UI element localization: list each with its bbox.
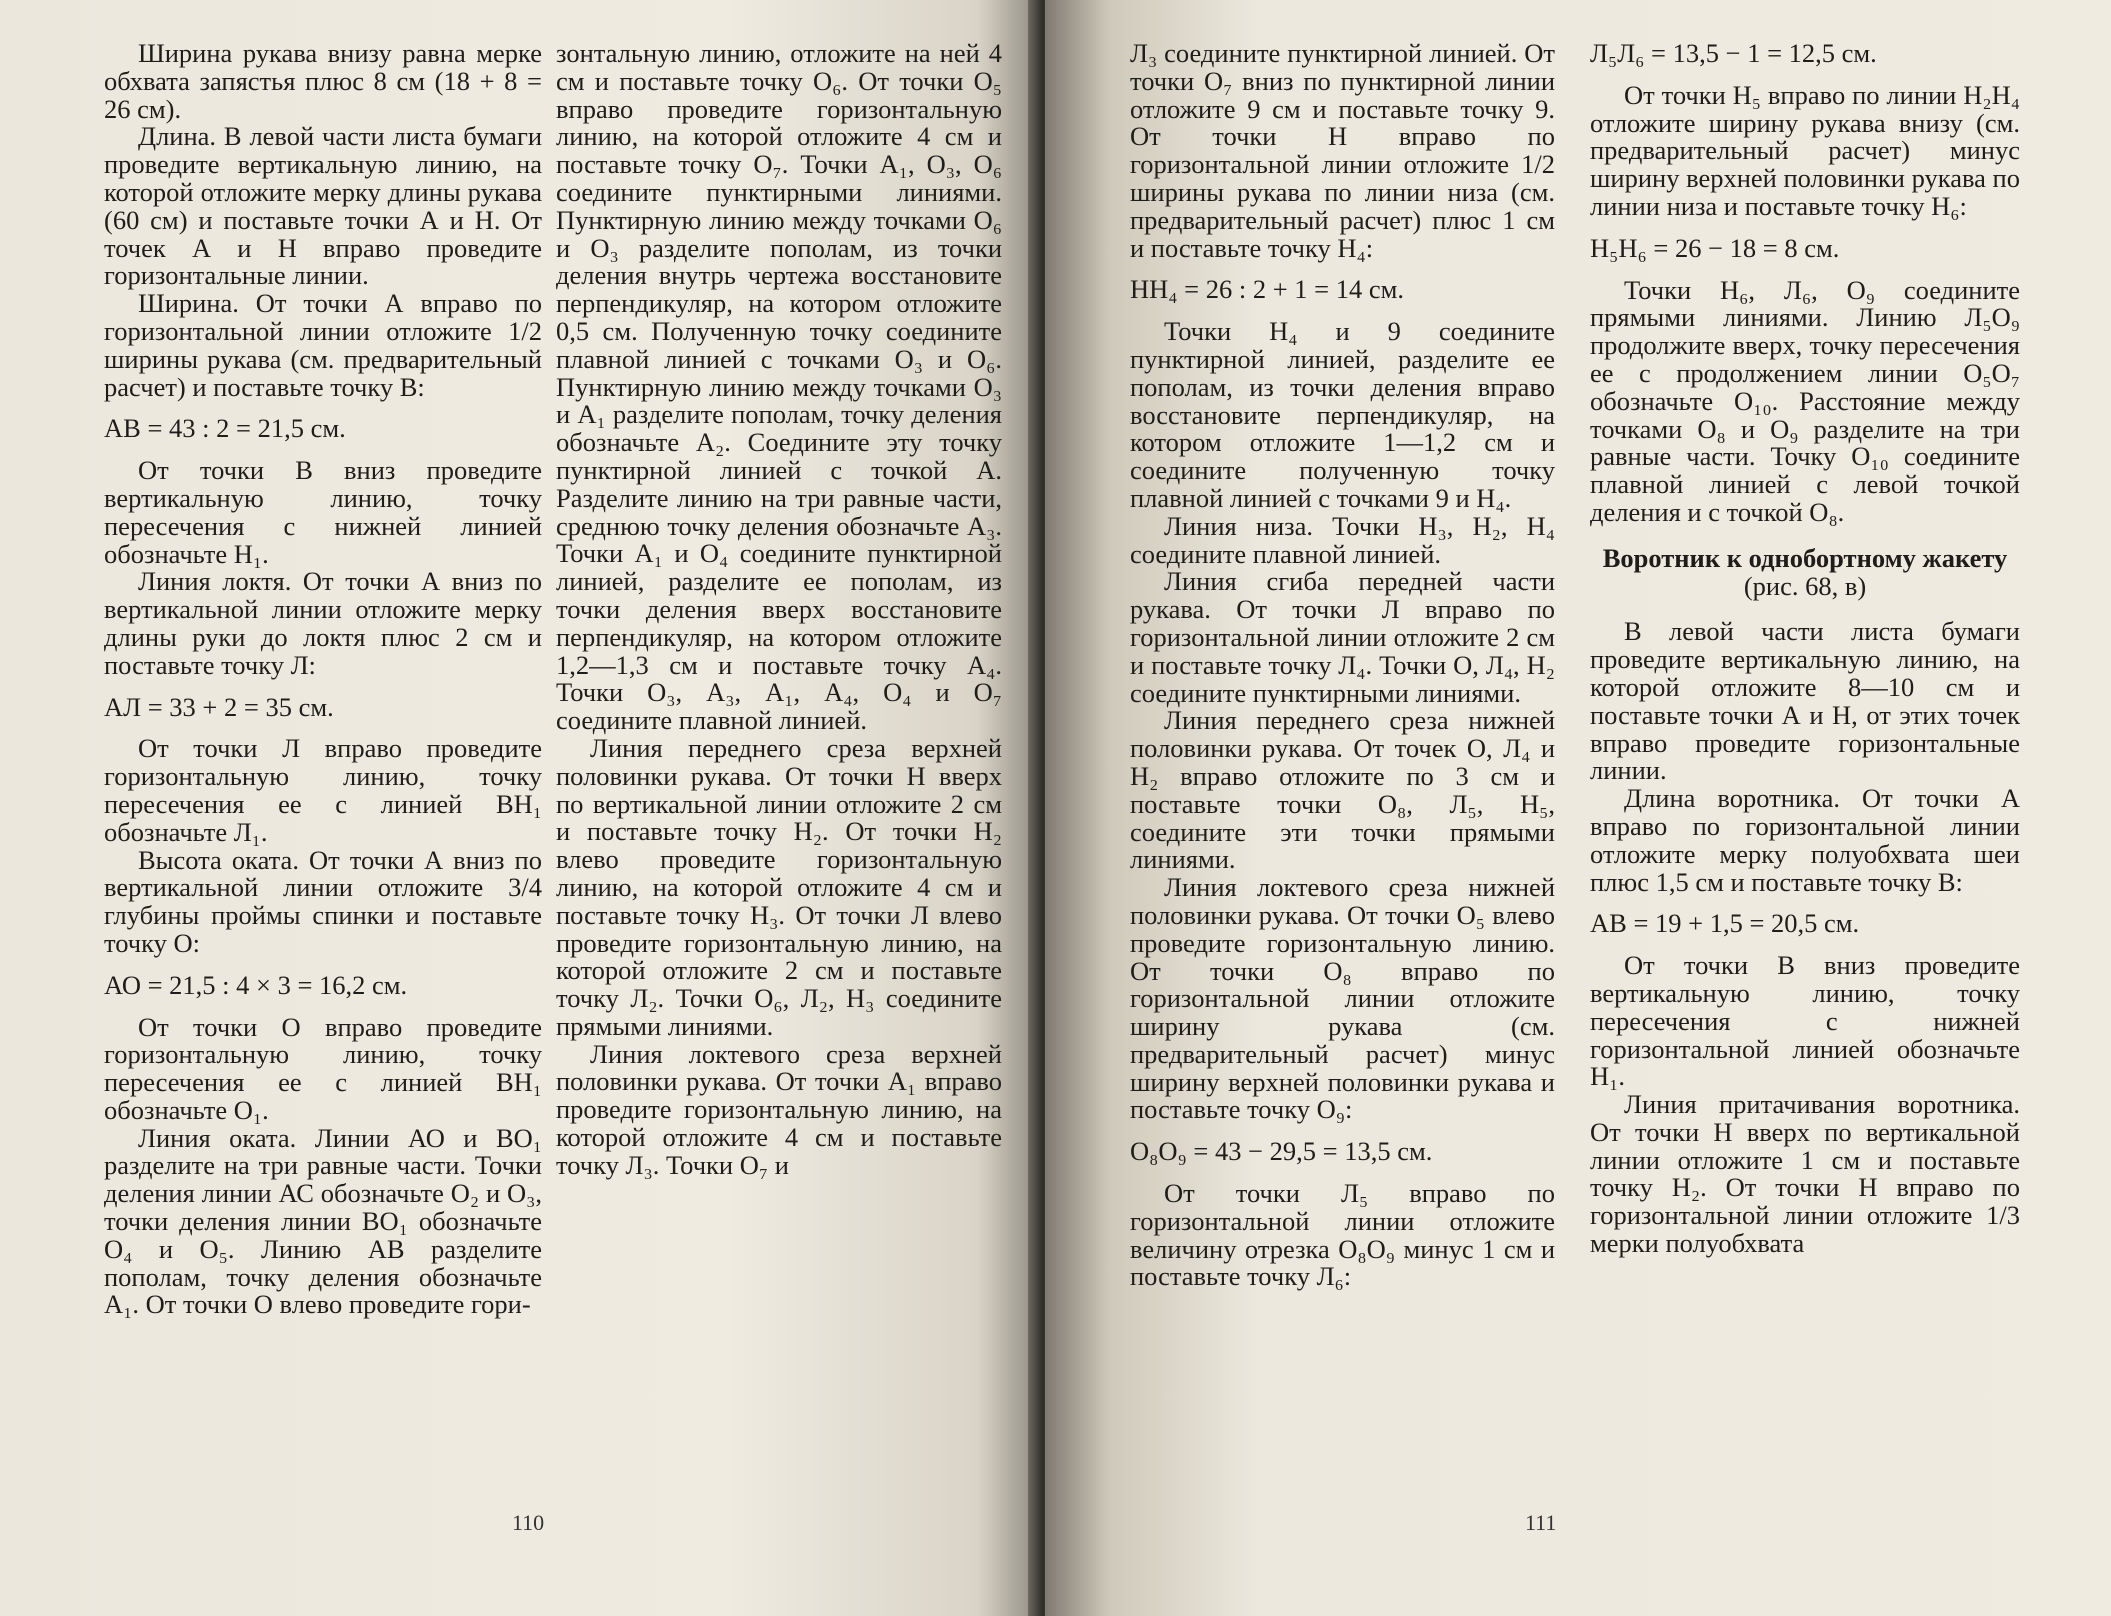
paragraph: Линия сгиба передней части рукава. От точки Л вправо по горизонтальной линии отложите 2 см и поставьте точку Л₄. Точки О, Л₄, Н₂ соедините пунктирными линиями. [1130, 566, 1555, 708]
figure-reference: (рис. 68, в) [1743, 570, 1867, 601]
page-number: 110 [512, 1510, 545, 1535]
paragraph: Линия локтевого среза нижней половинки рукава. От точки О₅ влево проведите горизонтальную линию. От точки О₈ вправо по горизонтальной линии отложите ширину рукава (см. предварительный расчет) минус ширину верхней половинки рукава и поставьте точку О₉: [1130, 872, 1555, 1125]
paragraph: Ширина. От точки А вправо по горизонтальной линии отложите 1/2 ширины рукава (см. предварительный расчет) и поставьте точку В: [104, 288, 542, 402]
formula: Л₅Л₆ = 13,5 − 1 = 12,5 см. [1590, 38, 1877, 68]
paragraph: От точки О вправо проведите горизонтальную линию, точку пересечения ее с линией ВН₁ обозначьте О₁. [104, 1011, 542, 1125]
paragraph: В левой части листа бумаги проведите вертикальную линию, на которой отложите 8—10 см и поставьте точки А и Н, от этих точек вправо проведите горизонтальные линии. [1590, 616, 2020, 786]
paragraph: Л₃ соедините пунктирной линией. От точки О₇ вниз по пунктирной линии отложите 9 см и поставьте точку 9. От точки Н вправо по горизонтальной линии отложите 1/2 ширины рукава по линии низа (см. предварительный расчет) плюс 1 см и поставьте точку Н₄: [1130, 38, 1555, 263]
paragraph: Линия переднего среза нижней половинки рукава. От точек О, Л₄ и Н₂ вправо отложите по 3 см и поставьте точки О₈, Л₅, Н₅, соедините эти точки прямыми линиями. [1130, 705, 1555, 875]
paragraph: Точки Н₆, Л₆, О₉ соедините прямыми линиями. Линию Л₅О₉ продолжите вверх, точку пересечения ее с продолжением линии О₅О₇ обозначьте О₁₀. Расстояние между точками О₈ и О₉ разделите на три равные части. Точку О₁₀ соедините плавной линией с левой точкой деления и с точкой О₈. [1590, 274, 2020, 527]
paragraph: зонтальную линию, отложите на ней 4 см и поставьте точку О₆. От точки О₅ вправо проведите горизонтальную линию, на которой отложите 4 см и поставьте точку О₇. Точки А₁, О₃, О₆ соедините пунктирными линиями. Пунктирную линию между точками О₆ и О₃ разделите пополам, из точки деления внутрь чертежа восстановите перпендикуляр, на котором отложите 0,5 см. Полученную точку соедините плавной линией с точками О₃ и О₆. Пунктирную линию между точками О₃ и А₁ разделите пополам, точку деления обозначьте А₂. Соедините эту точку пунктирной линией с точкой А. Разделите линию на три равные части, среднюю точку деления обозначьте А₃. Точки А₁ и О₄ соедините пунктирной линией, разделите ее пополам, из точки деления вверх восстановите перпендикуляр, на котором отложите 1,2—1,3 см и поставьте точку А₄. Точки О₃, А₃, А₁, А₄, О₄ и О₇ соедините плавной линией. [556, 38, 1002, 736]
formula: АВ = 19 + 1,5 = 20,5 см. [1590, 908, 1860, 939]
left-page-column-2 [556, 40, 1002, 1180]
right-page [1045, 0, 2111, 1616]
left-page-column-1 [104, 40, 542, 1319]
page-number: 111 [1525, 1510, 1557, 1535]
section-heading: Воротник к однобортному жакету [1602, 542, 2008, 573]
right-page-column-1 [1130, 40, 1555, 1291]
formula: НН₄ = 26 : 2 + 1 = 14 см. [1130, 274, 1404, 305]
paragraph: От точки Л вправо проведите горизонтальную линию, точку пересечения ее с линией ВН₁ обозначьте Л₁. [104, 733, 542, 847]
paragraph: От точки Н₅ вправо по линии Н₂Н₄ отложите ширину рукава внизу (см. предварительный расчет) минус ширину верхней половинки рукава по линии низа и поставьте точку Н₆: [1590, 79, 2020, 221]
paragraph: Линия низа. Точки Н₃, Н₂, Н₄ соедините плавной линией. [1130, 510, 1555, 569]
paragraph: Ширина рукава внизу равна мерке обхвата запястья плюс 8 см (18 + 8 = 26 см). [104, 38, 542, 124]
paragraph: От точки В вниз проведите вертикальную линию, точку пересечения с нижней горизонтальной линией обозначьте Н₁. [1590, 950, 2020, 1092]
paragraph: Линия оката. Линии АО и ВО₁ разделите на три равные части. Точки деления линии АС обозначьте О₂ и О₃, точки деления линии ВО₁ обозначьте О₄ и О₅. Линию АВ разделите пополам, точку деления обозначьте А₁. От точки О влево проведите гори- [104, 1122, 542, 1320]
paragraph: Длина воротника. От точки А вправо по горизонтальной линии отложите мерку полуобхвата шеи плюс 1,5 см и поставьте точку В: [1590, 783, 2020, 897]
paragraph: Точки Н₄ и 9 соедините пунктирной линией, разделите ее пополам, из точки деления вправо восстановите перпендикуляр, на котором отложите 1—1,2 см и соедините полученную точку плавной линией с точками 9 и Н₄. [1130, 316, 1555, 513]
paragraph: Линия локтя. От точки А вниз по вертикальной линии отложите мерку длины руки до локтя плюс 2 см и поставьте точку Л: [104, 566, 542, 680]
paragraph: Длина. В левой части листа бумаги проведите вертикальную линию, на которой отложите мерку длины рукава (60 см) и поставьте точки А и Н. От точек А и Н вправо проведите горизонтальные линии. [104, 121, 542, 291]
formula: О₈О₉ = 43 − 29,5 = 13,5 см. [1130, 1136, 1433, 1167]
paragraph: От точки Л₅ вправо по горизонтальной линии отложите величину отрезка О₈О₉ минус 1 см и поставьте точку Л₆: [1130, 1178, 1555, 1292]
paragraph: Линия локтевого среза верхней половинки рукава. От точки А₁ вправо проведите горизонтальную линию, на которой отложите 4 см и поставьте точку Л₃. Точки О₇ и [556, 1038, 1002, 1180]
paragraph: От точки В вниз проведите вертикальную линию, точку пересечения с нижней линией обозначьте Н₁. [104, 455, 542, 569]
right-page-column-2 [1590, 40, 2020, 1258]
formula: АЛ = 33 + 2 = 35 см. [104, 691, 334, 722]
left-page [0, 0, 1040, 1616]
paragraph: Линия переднего среза верхней половинки рукава. От точки Н вверх по вертикальной линии отложите 2 см и поставьте точку Н₂. От точки Н₂ влево проведите горизонтальную линию, на которой отложите 4 см и поставьте точку Н₃. От точки Л влево проведите горизонтальную линию, на которой отложите 2 см и поставьте точку Л₂. Точки О₆, Л₂, Н₃ соедините прямыми линиями. [556, 732, 1002, 1041]
paragraph: Линия притачивания воротника. От точки Н вверх по вертикальной линии отложите 1 см и поставьте точку Н₂. От точки Н вправо по горизонтальной линии отложите 1/3 мерки полуобхвата [1590, 1089, 2020, 1259]
formula: АВ = 43 : 2 = 21,5 см. [104, 413, 346, 444]
paragraph: Высота оката. От точки А вниз по вертикальной линии отложите 3/4 глубины проймы спинки и поставьте точку О: [104, 844, 542, 958]
formula: АО = 21,5 : 4 × 3 = 16,2 см. [104, 969, 408, 1000]
formula: Н₅Н₆ = 26 − 18 = 8 см. [1590, 232, 1840, 263]
